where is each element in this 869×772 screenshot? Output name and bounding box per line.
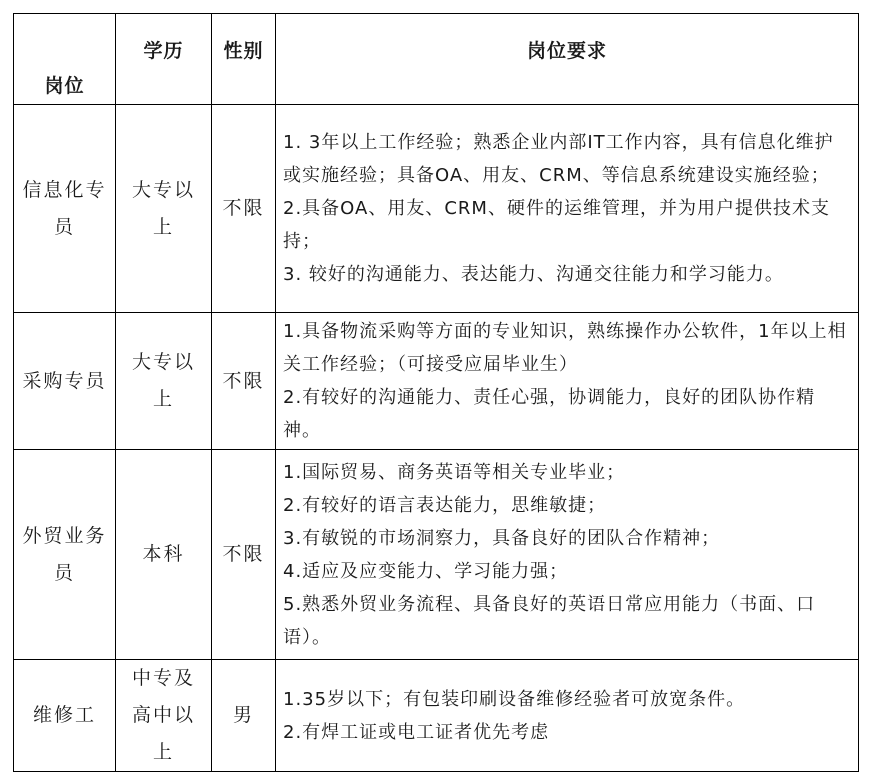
- table-row: [14, 450, 859, 660]
- header-gender: 性别: [212, 14, 276, 105]
- requirements-cell: [276, 313, 859, 450]
- requirement-item: 2.有较好的沟通能力、责任心强，协调能力，良好的团队协作精神。: [283, 387, 816, 441]
- position-cell: 信息化专员: [14, 105, 116, 313]
- position-cell: 外贸业务员: [14, 450, 116, 660]
- header-position: 岗位: [14, 14, 116, 105]
- header-education: 学历: [116, 14, 212, 105]
- education-cell: 大专以上: [116, 313, 212, 450]
- education-cell: 大专以上: [116, 105, 212, 313]
- table-row: [14, 105, 859, 313]
- position-cell: 采购专员: [14, 313, 116, 450]
- requirement-item: 1. 3年以上工作经验；熟悉企业内部IT工作内容，具有信息化维护或实施经验；具备OA、用友、CRM、等信息系统建设实施经验；: [283, 132, 834, 186]
- requirement-item: 2.具备OA、用友、CRM、硬件的运维管理，并为用户提供技术支持；: [283, 198, 830, 252]
- gender-cell: 不限: [212, 450, 276, 660]
- requirement-item: 4.适应及应变能力、学习能力强；: [283, 560, 569, 582]
- requirement-item: 1.35岁以下；有包装印刷设备维修经验者可放宽条件。: [283, 688, 746, 710]
- requirements-cell: [276, 450, 859, 660]
- job-requirements-table: [13, 13, 859, 772]
- requirement-item: 1.国际贸易、商务英语等相关专业毕业；: [283, 461, 626, 483]
- requirements-cell: [276, 660, 859, 772]
- gender-cell: 不限: [212, 105, 276, 313]
- requirement-item: 2.有较好的语言表达能力，思维敏捷；: [283, 494, 607, 516]
- header-requirements: 岗位要求: [276, 14, 859, 105]
- position-cell: 维修工: [14, 660, 116, 772]
- education-cell: 中专及高中以上: [116, 660, 212, 772]
- requirement-item: 2.有焊工证或电工证者优先考虑: [283, 721, 550, 743]
- table-header-row: [14, 14, 859, 105]
- gender-cell: 不限: [212, 313, 276, 450]
- requirement-item: 1.具备物流采购等方面的专业知识，熟练操作办公软件，1年以上相关工作经验；（可接受应届毕业生）: [283, 321, 847, 375]
- requirement-item: 3. 较好的沟通能力、表达能力、沟通交往能力和学习能力。: [283, 264, 784, 285]
- requirement-item: 3.有敏锐的市场洞察力，具备良好的团队合作精神；: [283, 527, 721, 549]
- gender-cell: 男: [212, 660, 276, 772]
- education-cell: 本科: [116, 450, 212, 660]
- requirements-cell: [276, 105, 859, 313]
- table-row: [14, 313, 859, 450]
- table-row: [14, 660, 859, 772]
- requirement-item: 5.熟悉外贸业务流程、具备良好的英语日常应用能力（书面、口语）。: [283, 593, 816, 648]
